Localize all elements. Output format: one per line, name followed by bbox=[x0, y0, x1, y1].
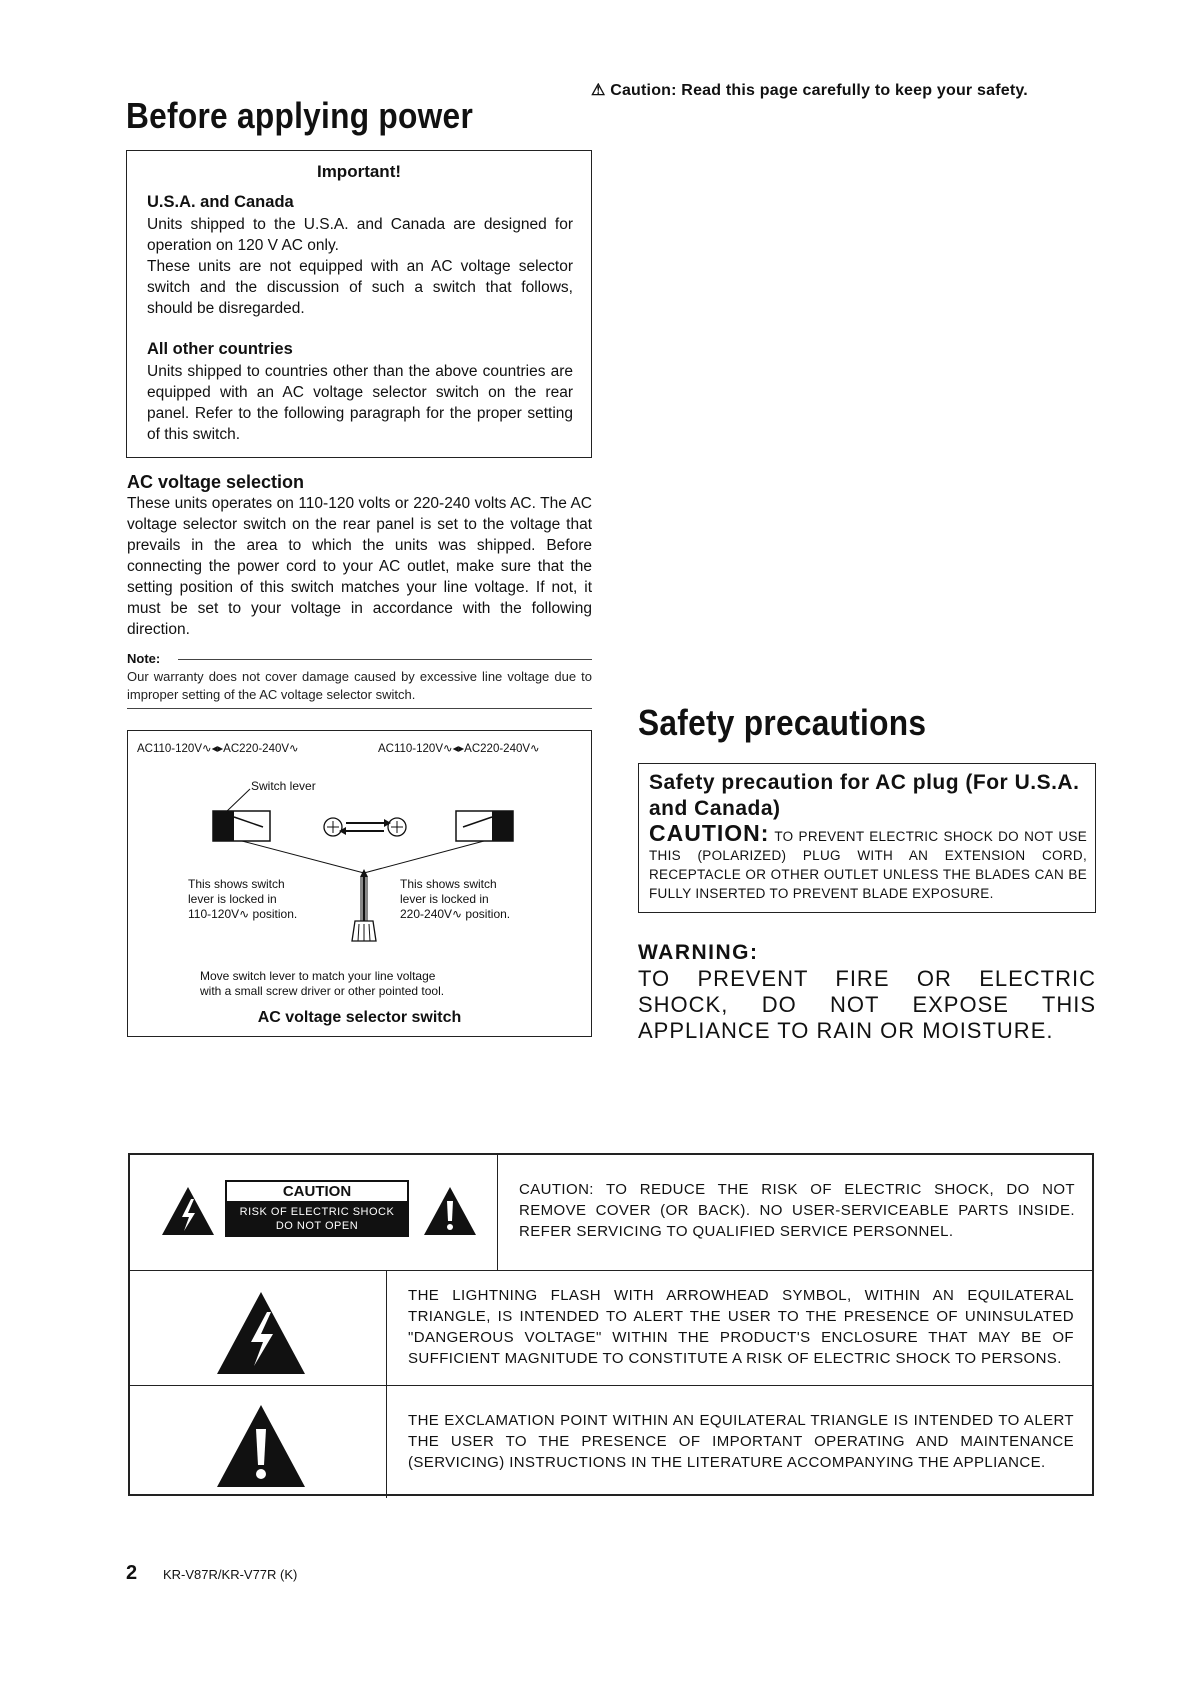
plug-box bbox=[638, 763, 1096, 913]
switch-lever-label: Switch lever bbox=[251, 779, 316, 793]
right-desc-line-2: lever is locked in bbox=[400, 892, 489, 906]
plug-caution bbox=[649, 820, 1088, 903]
lightning-flash-icon bbox=[215, 1290, 307, 1376]
other-text: Units shipped to countries other than the above countries are equipped with an AC voltage selector switch on the rear panel. Refer to the following paragraph for the proper setting of this switch. bbox=[147, 363, 573, 443]
plug-title: Safety precaution for AC plug (For U.S.A. and Canada) bbox=[649, 771, 1080, 820]
page-title: Before applying power bbox=[126, 95, 474, 136]
exclamation-point-icon bbox=[215, 1403, 307, 1489]
row2-text: THE LIGHTNING FLASH WITH ARROWHEAD SYMBOL, WITHIN AN EQUILATERAL TRIANGLE, IS INTENDED TO ALERT THE USER TO THE PRESENCE OF UNINSULATED "DANGEROUS VOLTAGE" WITHIN THE PRODUCT'S ENCLOSURE THAT MAY BE OF SUFFICIENT MAGNITUDE TO CONSTITUTE A RISK OF ELECTRIC SHOCK TO PERSONS. bbox=[408, 1287, 1074, 1367]
col-separator-2 bbox=[386, 1270, 387, 1498]
important-box bbox=[126, 150, 592, 458]
left-desc-line-2: lever is locked in bbox=[188, 892, 277, 906]
page-number: 2 bbox=[126, 1562, 138, 1584]
caution-header: ⚠ Caution: Read this page carefully to keep your safety. bbox=[591, 82, 1028, 99]
caution-label-line-1: RISK OF ELECTRIC SHOCK bbox=[239, 1206, 395, 1218]
right-desc-line-3: 220-240V∿ position. bbox=[400, 907, 511, 921]
symbol-table bbox=[128, 1153, 1094, 1496]
col-separator-1 bbox=[497, 1155, 498, 1270]
row-separator-2 bbox=[130, 1385, 1092, 1386]
note-text: Our warranty does not cover damage caused by excessive line voltage due to improper setting of the AC voltage selector switch. bbox=[127, 669, 592, 702]
switch-diagram bbox=[128, 731, 593, 971]
lightning-triangle-icon bbox=[160, 1185, 216, 1237]
move-line-2: with a small screw driver or other pointed tool. bbox=[200, 984, 445, 998]
figure-label-right: AC110-120V∿◂▸AC220-240V∿ bbox=[378, 743, 540, 755]
voltage-figure bbox=[127, 730, 592, 1037]
ac-heading: AC voltage selection bbox=[127, 472, 305, 492]
safety-title: Safety precautions bbox=[638, 702, 927, 743]
note-label: Note: bbox=[127, 651, 161, 666]
figure-label-left: AC110-120V∿◂▸AC220-240V∿ bbox=[137, 743, 299, 755]
warning-text: TO PREVENT FIRE OR ELECTRIC SHOCK, DO NOT EXPOSE THIS APPLIANCE TO RAIN OR MOISTURE. bbox=[638, 966, 1096, 1043]
right-desc bbox=[400, 877, 510, 922]
figure-caption: AC voltage selector switch bbox=[257, 1009, 462, 1026]
ac-text: These units operates on 110-120 volts or 220-240 volts AC. The AC voltage selector switch on the rear panel is set to the voltage that prevails in the area to which the units was shipped. Before connecting the power cord to your AC outlet, make sure that the setting position of this switch matches your line voltage. If not, it must be set to your voltage in accordance with the following direction. bbox=[127, 495, 592, 638]
left-desc-line-3: 110-120V∿ position. bbox=[188, 907, 298, 921]
exclamation-triangle-icon bbox=[422, 1185, 478, 1237]
model-number: KR-V87R/KR-V77R (K) bbox=[163, 1567, 298, 1582]
important-heading: Important! bbox=[316, 162, 402, 181]
caution-label-sub bbox=[225, 1205, 409, 1233]
row3-text: THE EXCLAMATION POINT WITHIN AN EQUILATERAL TRIANGLE IS INTENDED TO ALERT THE USER TO THE PRESENCE OF IMPORTANT OPERATING AND MAINTENANCE (SERVICING) INSTRUCTIONS IN THE LITERATURE ACCOMPANYING THE APPLIANCE. bbox=[408, 1412, 1074, 1471]
row-separator-1 bbox=[130, 1270, 1092, 1271]
move-instruction bbox=[200, 969, 444, 999]
right-desc-line-1: This shows switch bbox=[400, 877, 497, 891]
caution-label-plate bbox=[225, 1180, 409, 1237]
note-rule bbox=[178, 659, 592, 660]
left-desc-line-1: This shows switch bbox=[188, 877, 285, 891]
plug-caution-label: CAUTION: bbox=[649, 820, 770, 846]
warning-heading: WARNING: bbox=[638, 941, 759, 964]
left-desc bbox=[188, 877, 297, 922]
plug-caution-text: TO PREVENT ELECTRIC SHOCK DO NOT USE THIS (POLARIZED) PLUG WITH AN EXTENSION CORD, RECEPTACLE OR OTHER OUTLET UNLESS THE BLADES CAN BE FULLY INSERTED TO PREVENT BLADE EXPOSURE. bbox=[649, 829, 1088, 901]
other-heading: All other countries bbox=[147, 340, 293, 358]
move-line-1: Move switch lever to match your line voltage bbox=[200, 969, 436, 983]
usa-text-1: Units shipped to the U.S.A. and Canada are designed for operation on 120 V AC only. bbox=[147, 216, 573, 254]
caution-label-line-2: DO NOT OPEN bbox=[275, 1220, 359, 1232]
usa-text-2: These units are not equipped with an AC voltage selector switch and the discussion of such a switch that follows, should be disregarded. bbox=[147, 258, 573, 317]
usa-heading: U.S.A. and Canada bbox=[147, 193, 294, 211]
note-rule-bottom bbox=[127, 708, 592, 709]
row1-text: CAUTION: TO REDUCE THE RISK OF ELECTRIC SHOCK, DO NOT REMOVE COVER (OR BACK). NO USER-SERVICEABLE PARTS INSIDE. REFER SERVICING TO QUALIFIED SERVICE PERSONNEL. bbox=[519, 1181, 1075, 1240]
caution-label-title: CAUTION bbox=[227, 1182, 407, 1201]
